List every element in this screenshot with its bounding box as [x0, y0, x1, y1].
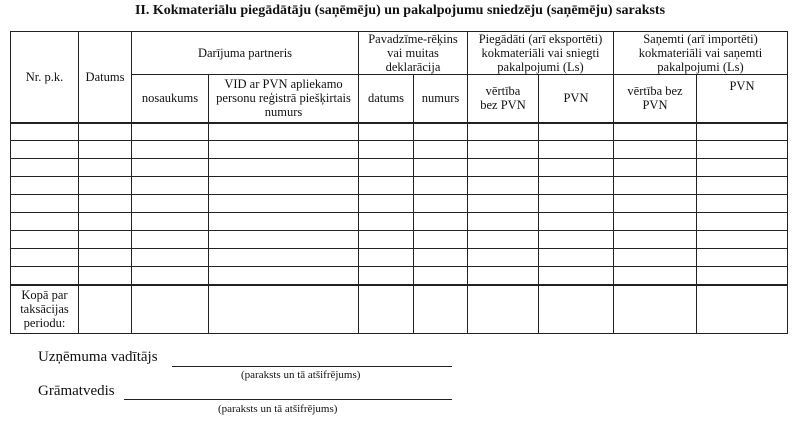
header-san-pvn: PVN — [697, 75, 788, 123]
header-partneris: Darījuma partneris — [132, 32, 359, 75]
page-title: II. Kokmateriālu piegādātāju (saņēmēju) un pakalpojumu sniedzēju (saņēmēju) saraksts — [134, 3, 666, 18]
header-pieg-pvn: PVN — [539, 75, 614, 123]
total-label: Kopā par taksācijas periodu: — [11, 285, 79, 334]
header-san-vertiba: vērtība bez PVN — [614, 75, 697, 123]
table-row — [11, 159, 788, 177]
total-row — [11, 285, 788, 334]
table-row — [11, 213, 788, 231]
header-nr: Nr. p.k. — [11, 32, 79, 123]
manager-signature-line[interactable] — [172, 366, 452, 367]
header-datums: Datums — [79, 32, 132, 123]
table-row — [11, 249, 788, 267]
header-piegadati: Piegādāti (arī eksportēti) kokmateriāli vai sniegti pakalpojumi (Ls) — [468, 32, 614, 75]
header-pav-datums: datums — [359, 75, 414, 123]
accountant-signature-line[interactable] — [124, 399, 452, 400]
header-pavadzime: Pavadzīme-rēķins vai muitas deklarācija — [359, 32, 468, 75]
header-nosaukums: nosaukums — [132, 75, 209, 123]
table-row — [11, 141, 788, 159]
accountant-label: Grāmatvedis — [38, 383, 115, 399]
table-row — [11, 267, 788, 285]
table-row — [11, 177, 788, 195]
manager-hint: (paraksts un tā atšifrējums) — [241, 369, 361, 381]
table-row — [11, 231, 788, 249]
manager-label: Uzņēmuma vadītājs — [38, 349, 158, 365]
accountant-hint: (paraksts un tā atšifrējums) — [218, 403, 338, 415]
table-row — [11, 123, 788, 141]
header-sanemti: Saņemti (arī importēti) kokmateriāli vai saņemti pakalpojumi (Ls) — [614, 32, 788, 75]
table-row — [11, 195, 788, 213]
header-pieg-vertiba: vērtība bez PVN — [468, 75, 539, 123]
supplier-table — [10, 31, 788, 334]
header-pav-numurs: numurs — [414, 75, 468, 123]
header-vid: VID ar PVN apliekamo personu reģistrā piešķirtais numurs — [209, 75, 359, 123]
